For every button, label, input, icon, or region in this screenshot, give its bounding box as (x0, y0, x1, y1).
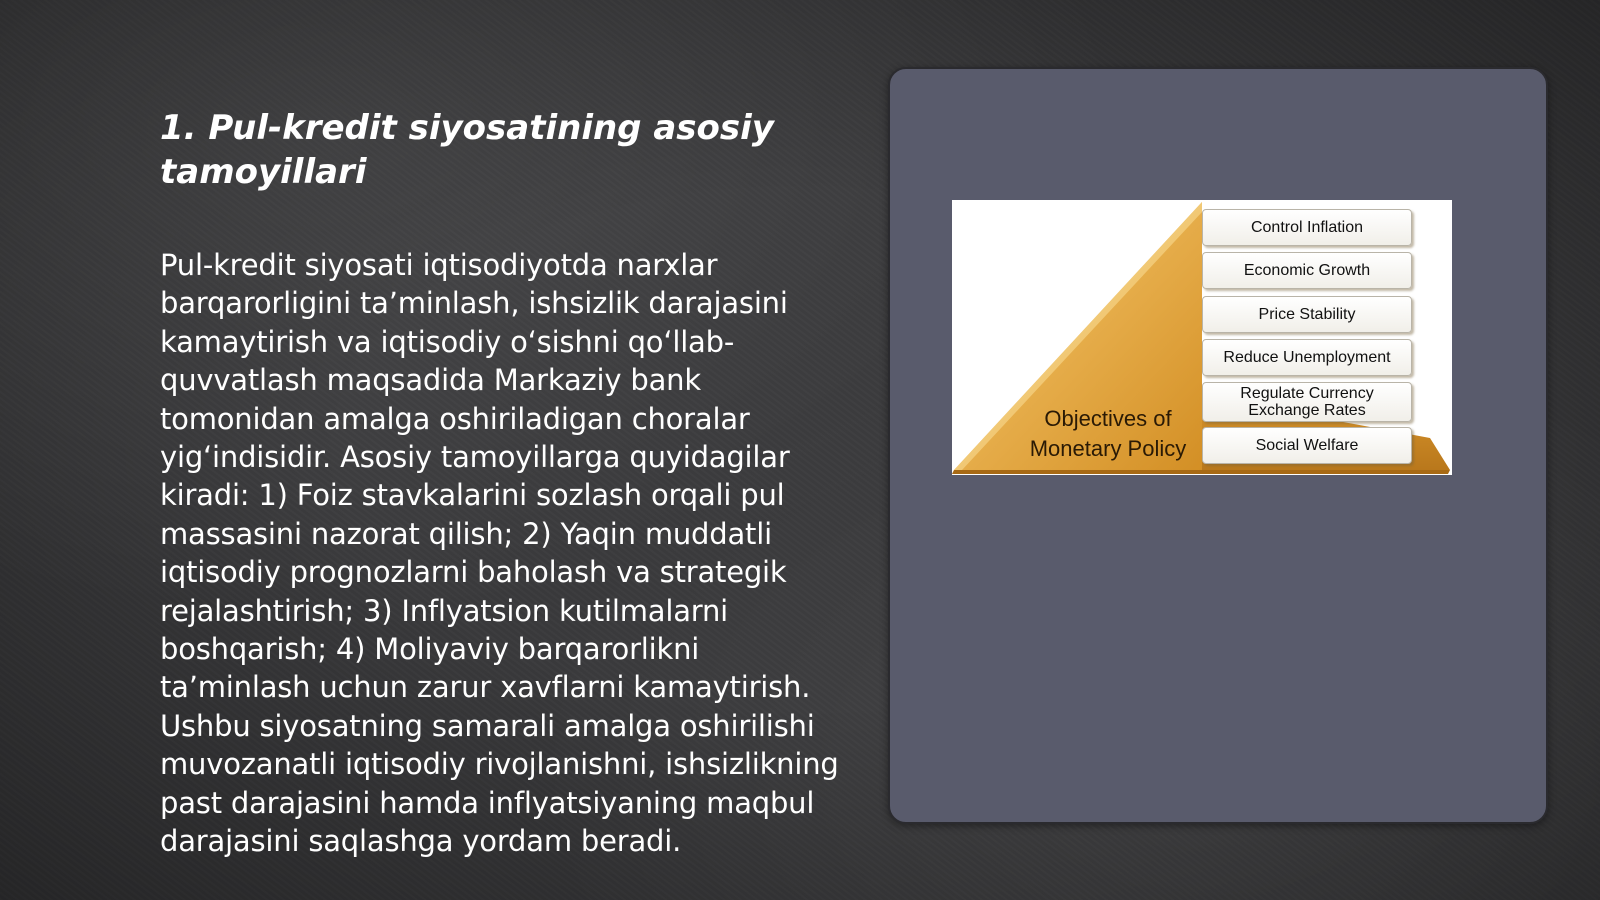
slide-title: 1. Pul-kredit siyosatining asosiy tamoyillari (160, 108, 774, 192)
objective-label: Price Stability (1258, 306, 1356, 323)
pyramid-base-shadow (952, 470, 1450, 474)
pyramid-label: Objectives of Monetary Policy (1029, 406, 1187, 461)
monetary-policy-diagram (952, 200, 1452, 475)
objective-economic-growth (1202, 252, 1412, 289)
objective-price-stability (1202, 296, 1412, 333)
image-panel (888, 67, 1548, 824)
objective-label: Reduce Unemployment (1223, 349, 1391, 366)
slide-body-text: Pul-kredit siyosati iqtisodiyotda narxlar barqarorligini ta’minlash, ishsizlik darajasini kamaytirish va iqtisodiy o‘sishni qo‘llab-quvvatlash maqsadida Markaziy bank tomonidan amalga oshiriladigan choralar yig‘indisidir. Asosiy tamoyillarga quyidagilar kiradi: 1) Foiz stavkalarini sozlash orqali pul massasini nazorat qilish; 2) Yaqin muddatli iqtisodiy prognozlarni baholash va strategik rejalashtirish; 3) Inflyatsion kutilmalarni boshqarish; 4) Moliyaviy barqarorlikni ta’minlash uchun zarur xavflarni kamaytirish. Ushbu siyosatning samarali amalga oshirilishi muvozanatli iqtisodiy rivojlanishni, ishsizlikning past darajasini hamda inflyatsiyaning maqbul darajasini saqlashga yordam beradi. (160, 248, 839, 859)
objective-label: Social Welfare (1255, 437, 1359, 454)
objective-label: Economic Growth (1243, 262, 1371, 279)
objective-label: Regulate Currency Exchange Rates (1240, 385, 1374, 419)
objective-control-inflation (1202, 209, 1412, 246)
objective-reduce-unemployment (1202, 339, 1412, 376)
objective-regulate-exchange-rates (1202, 382, 1412, 422)
objective-label: Control Inflation (1250, 219, 1364, 236)
objective-social-welfare (1202, 427, 1412, 464)
